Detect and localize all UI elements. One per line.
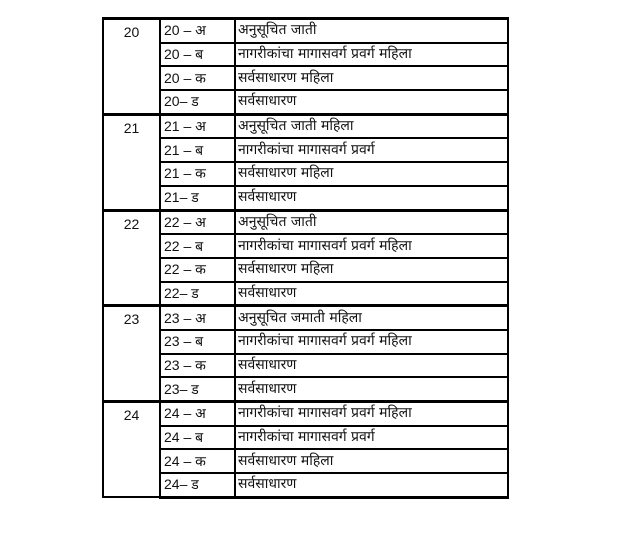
reservation-category: नागरीकांचा मागासवर्ग प्रवर्ग महिला (235, 234, 508, 258)
reservation-category: नागरीकांचा मागासवर्ग प्रवर्ग (235, 426, 508, 450)
ward-number: 20 (103, 19, 160, 115)
table-row (103, 138, 508, 162)
reservation-category: सर्वसाधारण महिला (235, 66, 508, 90)
table-row (103, 234, 508, 258)
sub-ward-code: 23 – ब (160, 330, 235, 354)
table-row (103, 426, 508, 450)
ward-reservation-table (102, 17, 509, 499)
ward-number: 21 (103, 114, 160, 210)
sub-ward-code: 21 – क (160, 162, 235, 186)
sub-ward-code: 22– ड (160, 282, 235, 306)
table-row (103, 258, 508, 282)
reservation-category: नागरीकांचा मागासवर्ग प्रवर्ग (235, 138, 508, 162)
table-row (103, 377, 508, 401)
reservation-category: सर्वसाधारण (235, 473, 508, 497)
reservation-category: सर्वसाधारण महिला (235, 162, 508, 186)
reservation-category: सर्वसाधारण (235, 282, 508, 306)
sub-ward-code: 22 – क (160, 258, 235, 282)
sub-ward-code: 20 – क (160, 66, 235, 90)
sub-ward-code: 21– ड (160, 186, 235, 210)
sub-ward-code: 22 – ब (160, 234, 235, 258)
sub-ward-code: 20 – अ (160, 19, 235, 43)
table-row (103, 402, 508, 426)
ward-number: 22 (103, 210, 160, 306)
sub-ward-code: 23 – क (160, 354, 235, 378)
reservation-category: सर्वसाधारण (235, 90, 508, 114)
table-row (103, 330, 508, 354)
table-row (103, 306, 508, 330)
reservation-category: सर्वसाधारण (235, 186, 508, 210)
sub-ward-code: 20 – ब (160, 43, 235, 67)
table-row (103, 90, 508, 114)
table-row (103, 473, 508, 497)
sub-ward-code: 22 – अ (160, 210, 235, 234)
reservation-category: नागरीकांचा मागासवर्ग प्रवर्ग महिला (235, 330, 508, 354)
table-row (103, 19, 508, 43)
reservation-category: नागरीकांचा मागासवर्ग प्रवर्ग महिला (235, 402, 508, 426)
table-row (103, 66, 508, 90)
reservation-category: सर्वसाधारण (235, 354, 508, 378)
reservation-category: अनुसूचित जाती (235, 210, 508, 234)
reservation-table-container (102, 17, 507, 499)
reservation-category: अनुसूचित जमाती महिला (235, 306, 508, 330)
reservation-category: अनुसूचित जाती (235, 19, 508, 43)
table-row (103, 354, 508, 378)
reservation-category: नागरीकांचा मागासवर्ग प्रवर्ग महिला (235, 43, 508, 67)
sub-ward-code: 24– ड (160, 473, 235, 497)
sub-ward-code: 24 – ब (160, 426, 235, 450)
sub-ward-code: 21 – अ (160, 114, 235, 138)
sub-ward-code: 23– ड (160, 377, 235, 401)
table-row (103, 43, 508, 67)
reservation-category: अनुसूचित जाती महिला (235, 114, 508, 138)
reservation-category: सर्वसाधारण महिला (235, 258, 508, 282)
sub-ward-code: 21 – ब (160, 138, 235, 162)
table-row (103, 162, 508, 186)
sub-ward-code: 24 – अ (160, 402, 235, 426)
reservation-category: सर्वसाधारण (235, 377, 508, 401)
sub-ward-code: 23 – अ (160, 306, 235, 330)
table-row (103, 114, 508, 138)
table-row (103, 210, 508, 234)
table-row (103, 282, 508, 306)
sub-ward-code: 24 – क (160, 449, 235, 473)
sub-ward-code: 20– ड (160, 90, 235, 114)
table-row (103, 186, 508, 210)
reservation-category: सर्वसाधारण महिला (235, 449, 508, 473)
ward-number: 24 (103, 402, 160, 498)
ward-number: 23 (103, 306, 160, 402)
table-row (103, 449, 508, 473)
